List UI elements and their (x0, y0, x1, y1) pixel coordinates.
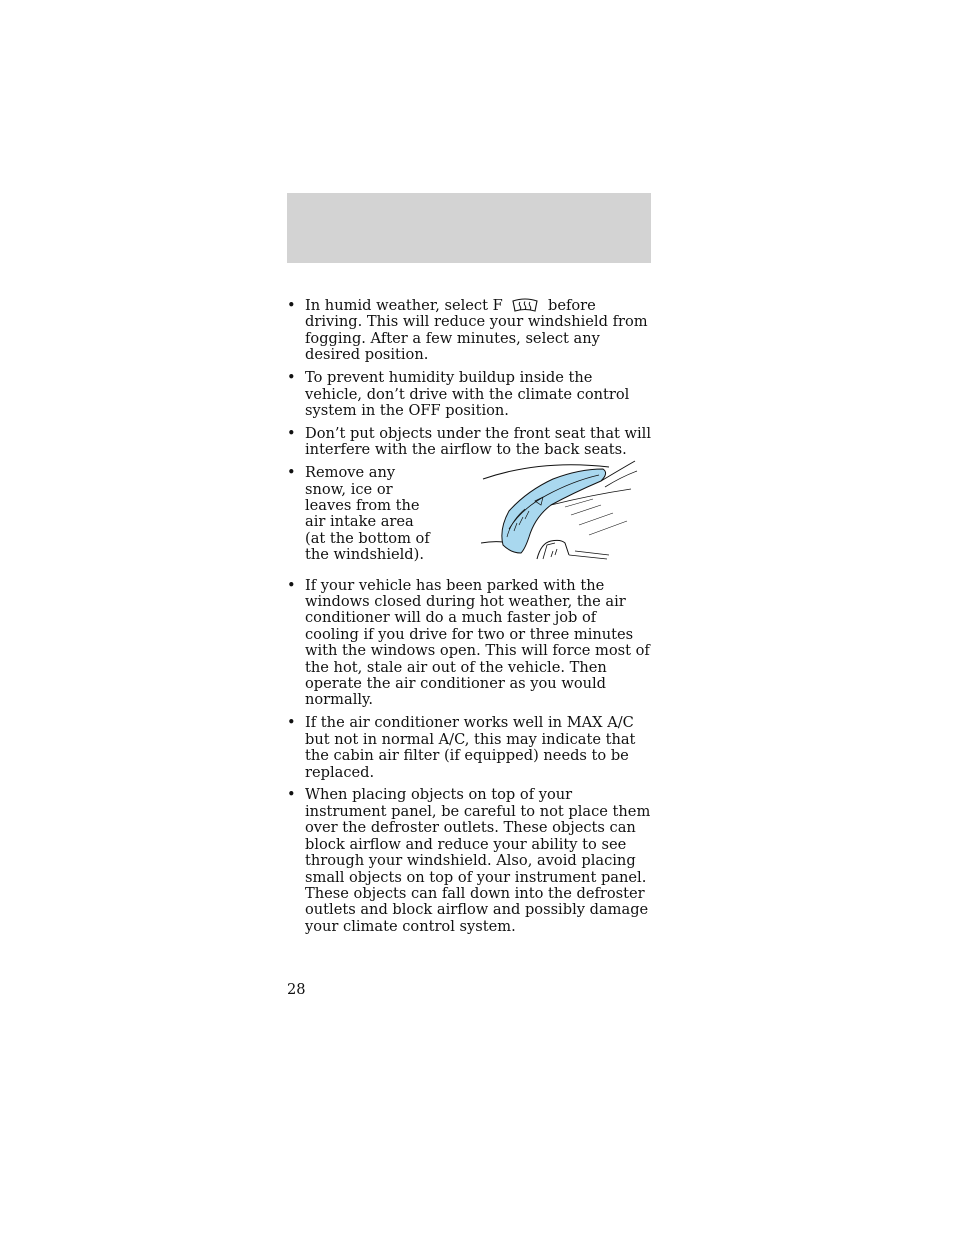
bullet-dot: • (287, 464, 296, 482)
bullet-front-seat (287, 426, 653, 459)
section-header-band (287, 193, 651, 263)
bullet-text: When placing objects on top of your instrument panel, be careful to not place them over the defroster outlets. These objects can block airflow and reduce your ability to see through your windshield. Also, avoid placing small objects on top of your instrument panel. These objects can fall down into the defroster outlets and block airflow and possibly damage your climate control system. (305, 786, 651, 935)
bullet-dot: • (287, 424, 296, 442)
bullet-list (287, 298, 653, 942)
bullet-humid-weather (287, 298, 653, 364)
bullet-text: If the air conditioner works well in MAX A/C but not in normal A/C, this may indicate that the cabin air filter (if equipped) needs to be replaced. (305, 714, 636, 781)
bullet-dot: • (287, 786, 296, 804)
bullet-text-before: In humid weather, select F (305, 297, 503, 314)
bullet-humidity-buildup (287, 370, 653, 419)
bullet-dot: • (287, 369, 296, 387)
bullet-text: Remove any snow, ice or leaves from the air intake area (at the bottom of the windshield). (305, 464, 430, 564)
page-number: 28 (287, 981, 306, 998)
bullet-instrument-panel-objects (287, 787, 653, 935)
windshield-air-intake-illustration (481, 459, 641, 561)
bullet-cabin-air-filter (287, 715, 653, 781)
bullet-dot: • (287, 714, 296, 732)
bullet-parked-hot-weather (287, 578, 653, 709)
bullet-text: To prevent humidity buildup inside the vehicle, don’t drive with the climate control system in the OFF position. (305, 369, 630, 419)
bullet-text: Don’t put objects under the front seat that will interfere with the airflow to the back seats. (305, 424, 652, 459)
defrost-icon (510, 298, 540, 314)
bullet-dot: • (287, 297, 296, 314)
bullet-text: If your vehicle has been parked with the windows closed during hot weather, the air conditioner will do a much faster job of cooling if you drive for two or three minutes with the windows open. This will force most of the hot, stale air out of the vehicle. Then operate the air conditioner as you would normally. (305, 576, 650, 709)
bullet-air-intake (287, 465, 653, 563)
bullet-text-after: before driving. This will reduce your windshield from fogging. After a few minutes, select any desired position. (305, 297, 648, 364)
bullet-dot: • (287, 576, 296, 594)
